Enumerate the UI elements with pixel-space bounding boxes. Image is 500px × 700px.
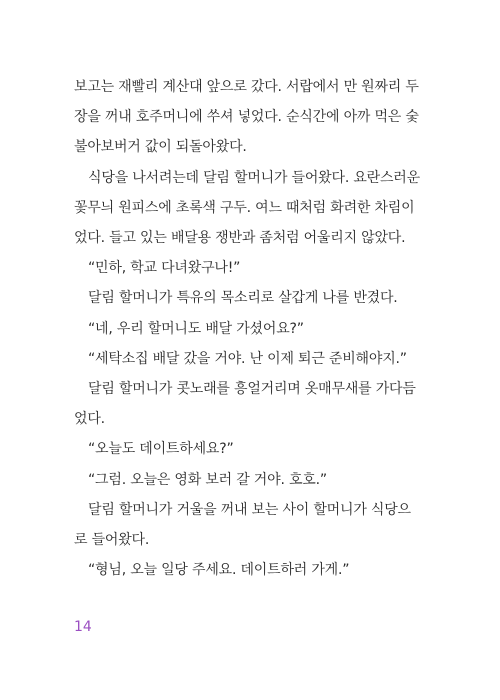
text-line: 불아보버거 값이 되돌아왔다. bbox=[74, 139, 247, 156]
text-line: 로 들어왔다. bbox=[74, 532, 150, 549]
text-line: 달림 할머니가 콧노래를 흥얼거리며 옷매무새를 가다듬 bbox=[88, 381, 416, 398]
text-line: 었다. bbox=[74, 411, 105, 428]
text-line: 식당을 나서려는데 달림 할머니가 들어왔다. 요란스러운 bbox=[88, 169, 420, 186]
text-line: 장을 꺼내 호주머니에 쑤셔 넣었다. 순식간에 아까 먹은 숯 bbox=[74, 109, 419, 126]
text-line: 달림 할머니가 거울을 꺼내 보는 사이 할머니가 식당으 bbox=[88, 501, 411, 518]
dialogue-line: “세탁소집 배달 갔을 거야. 난 이제 퇴근 준비해야지.” bbox=[88, 350, 407, 367]
dialogue-line: “형님, 오늘 일당 주세요. 데이트하러 가게.” bbox=[88, 562, 350, 579]
dialogue-line: “네, 우리 할머니도 배달 가셨어요?” bbox=[88, 320, 304, 337]
body-text bbox=[74, 72, 434, 585]
dialogue-line: “그럼. 오늘은 영화 보러 갈 거야. 호호.” bbox=[88, 471, 327, 488]
dialogue-line: “오늘도 데이트하세요?” bbox=[88, 441, 234, 458]
text-line: 꽃무늬 원피스에 초록색 구두. 여느 때처럼 화려한 차림이 bbox=[74, 199, 415, 216]
text-line: 보고는 재빨리 계산대 앞으로 갔다. 서랍에서 만 원짜리 두 bbox=[74, 79, 419, 95]
text-line: 달림 할머니가 특유의 목소리로 살갑게 나를 반겼다. bbox=[88, 290, 398, 307]
dialogue-line: “민하, 학교 다녀왔구나!” bbox=[88, 260, 241, 277]
text-line: 었다. 들고 있는 배달용 쟁반과 좀처럼 어울리지 않았다. bbox=[74, 230, 406, 247]
page-number: 14 bbox=[74, 619, 92, 635]
